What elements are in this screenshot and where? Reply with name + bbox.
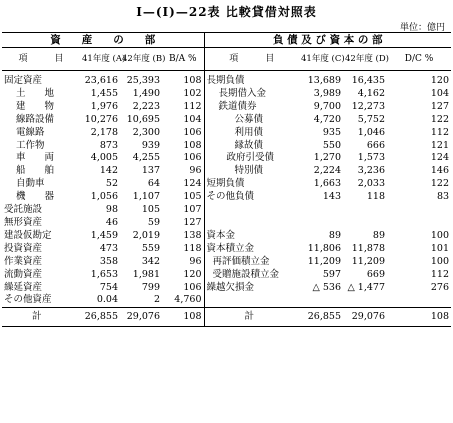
ratio-dc: 100	[430, 255, 450, 267]
value-41-liab: 11,209	[307, 255, 341, 267]
value-41-liab: 89	[328, 229, 341, 241]
asset-item: 土 地	[16, 87, 55, 99]
asset-item: 建 物	[16, 100, 55, 112]
value-41-liab: 1,270	[313, 152, 341, 164]
value-42-liab: 666	[366, 139, 385, 151]
value-42-assets: 105	[141, 204, 160, 216]
value-41-liab: 26,855	[299, 308, 343, 327]
column-header-row	[2, 48, 451, 71]
value-42-liab	[343, 217, 387, 230]
value-42-liab: 1,573	[357, 152, 385, 164]
table-row	[2, 178, 451, 191]
value-41-assets: 1,455	[90, 87, 118, 99]
table-row	[2, 230, 451, 243]
asset-item: 電線路	[16, 126, 45, 138]
table-row	[2, 165, 451, 178]
ratio-ba: 108	[162, 308, 204, 327]
value-42-liab: 12,273	[351, 100, 385, 112]
ratio-dc: 83	[436, 191, 450, 203]
balance-sheet-table	[2, 32, 451, 327]
value-41-liab: 1,663	[313, 178, 341, 190]
value-41-assets: 26,855	[80, 308, 120, 327]
value-42-liab: 89	[372, 229, 385, 241]
value-42-liab	[343, 294, 387, 307]
value-42-liab: 29,076	[343, 308, 387, 327]
ratio-dc: 276	[430, 281, 450, 293]
ratio-dc	[387, 204, 451, 217]
value-42-liab: 3,236	[357, 165, 385, 177]
table-row	[2, 88, 451, 101]
liability-item: 利用債	[234, 126, 264, 138]
value-42-assets: 2,300	[132, 126, 160, 138]
liability-item: 受贈施設積立金	[212, 268, 280, 280]
ratio-dc: 100	[430, 229, 450, 241]
ratio-dc: 101	[430, 242, 450, 254]
ratio-ba: 106	[162, 282, 204, 295]
value-41-liab: 9,700	[313, 100, 341, 112]
value-42-liab: 5,752	[357, 113, 385, 125]
value-42-liab: 669	[366, 268, 385, 280]
ratio-ba: 106	[162, 152, 204, 165]
liability-item: 鉄道債券	[218, 100, 257, 112]
asset-item: 受託施設	[4, 204, 43, 216]
value-41-assets: 52	[105, 178, 118, 190]
table-row	[2, 127, 451, 140]
value-42-liab: 2,033	[357, 178, 385, 190]
liability-item	[204, 204, 299, 217]
liability-item	[204, 217, 299, 230]
col-a-header: 41年度 (A)	[80, 48, 120, 71]
value-41-assets: 873	[99, 139, 118, 151]
ratio-dc: 112	[430, 268, 450, 280]
ratio-ba: 102	[162, 88, 204, 101]
ratio-ba: 127	[162, 217, 204, 230]
value-41-assets: 754	[99, 281, 118, 293]
ratio-ba: 4,760	[162, 294, 204, 307]
unit-label: 単位：億円	[399, 23, 445, 33]
liability-item: 短期負債	[206, 178, 245, 190]
asset-item: 車 両	[16, 152, 55, 164]
value-41-liab: 935	[322, 126, 341, 138]
table-row	[2, 71, 451, 88]
value-42-assets: 10,695	[126, 113, 160, 125]
ratio-ba: 112	[162, 101, 204, 114]
table-row	[2, 294, 451, 307]
ratio-ba: 107	[162, 204, 204, 217]
value-42-liab: 1,046	[357, 126, 385, 138]
value-41-assets: 46	[105, 216, 118, 228]
liability-item: 資本金	[206, 229, 236, 241]
value-42-liab: 11,878	[351, 242, 385, 254]
total-row	[2, 308, 451, 327]
ratio-ba: 124	[162, 178, 204, 191]
value-42-assets: 342	[141, 255, 160, 267]
value-41-liab: 11,806	[307, 242, 341, 254]
ratio-dc	[387, 294, 451, 307]
value-41-assets: 2,178	[90, 126, 118, 138]
asset-item: 船 舶	[16, 165, 55, 177]
liability-item: 縁故債	[234, 139, 264, 151]
liability-item: 計	[204, 308, 299, 327]
assets-section-header: 資 産 の 部	[2, 33, 204, 48]
table-row	[2, 269, 451, 282]
value-41-liab	[299, 294, 343, 307]
value-41-assets: 23,616	[84, 75, 118, 86]
ratio-ba: 120	[162, 269, 204, 282]
table-row	[2, 282, 451, 295]
col-ba-header: B/A %	[162, 48, 204, 71]
value-41-assets: 0.04	[96, 294, 118, 306]
liability-item: 資本積立金	[206, 242, 255, 254]
ratio-dc: 127	[430, 100, 450, 112]
value-42-liab	[343, 204, 387, 217]
section-header-row	[2, 33, 451, 48]
value-41-assets: 1,459	[90, 229, 118, 241]
asset-item: 線路設備	[16, 113, 55, 125]
value-42-assets: 137	[141, 165, 160, 177]
col-b-header: 42年度 (B)	[120, 48, 162, 71]
ratio-dc	[387, 217, 451, 230]
ratio-dc: 108	[387, 308, 451, 327]
asset-item: 作業資産	[4, 255, 43, 267]
value-41-liab: 550	[322, 139, 341, 151]
value-41-liab: △ 536	[312, 281, 341, 293]
table-row	[2, 191, 451, 204]
ratio-dc: 122	[430, 178, 450, 190]
liability-item: 繰越欠損金	[206, 281, 255, 293]
value-42-liab: 16,435	[351, 75, 385, 86]
ratio-ba: 96	[162, 165, 204, 178]
liability-item: 公募債	[234, 113, 264, 125]
table-title: Ⅰ—(Ⅰ)—22表 比較貸借対照表	[136, 5, 317, 19]
asset-item: 機 器	[16, 191, 55, 203]
value-41-assets: 473	[99, 242, 118, 254]
item-header-left: 項 目	[2, 48, 80, 71]
value-41-assets: 10,276	[84, 113, 118, 125]
liability-item: 長期負債	[206, 75, 245, 86]
value-42-assets: 799	[141, 281, 160, 293]
ratio-dc: 120	[430, 75, 450, 86]
table-row	[2, 256, 451, 269]
ratio-ba: 104	[162, 114, 204, 127]
asset-item: 固定資産	[4, 75, 43, 86]
ratio-dc: 104	[430, 87, 450, 99]
ratio-ba: 105	[162, 191, 204, 204]
value-42-liab: 118	[366, 191, 385, 203]
ratio-ba: 138	[162, 230, 204, 243]
table-row	[2, 152, 451, 165]
value-41-liab: 597	[322, 268, 341, 280]
value-42-assets: 29,076	[120, 308, 162, 327]
asset-item: その他資産	[4, 294, 52, 306]
value-42-assets: 4,255	[132, 152, 160, 164]
value-42-assets: 59	[147, 216, 160, 228]
asset-item: 建設仮勘定	[4, 229, 52, 241]
ratio-dc: 112	[430, 126, 450, 138]
ratio-dc: 124	[430, 152, 450, 164]
value-41-liab: 2,224	[313, 165, 341, 177]
liability-item	[204, 294, 299, 307]
asset-item: 流動資産	[4, 268, 43, 280]
value-42-assets: 559	[141, 242, 160, 254]
ratio-ba: 108	[162, 71, 204, 88]
value-42-assets: 64	[147, 178, 160, 190]
value-41-assets: 1,976	[90, 100, 118, 112]
ratio-dc: 122	[430, 113, 450, 125]
value-42-assets: 1,490	[132, 87, 160, 99]
asset-item: 繰延資産	[4, 281, 43, 293]
item-header-right: 項 目	[204, 48, 299, 71]
value-41-liab: 13,689	[307, 75, 341, 86]
value-41-assets: 4,005	[90, 152, 118, 164]
value-41-liab	[299, 204, 343, 217]
liability-item: 再評価積立金	[212, 255, 270, 267]
value-41-assets: 1,056	[90, 191, 118, 203]
ratio-dc: 121	[430, 139, 450, 151]
col-dc-header: D/C %	[387, 48, 451, 71]
value-41-liab	[299, 217, 343, 230]
table-row	[2, 243, 451, 256]
value-42-liab: 4,162	[357, 87, 385, 99]
ratio-ba: 108	[162, 140, 204, 153]
liability-item: 長期借入金	[218, 87, 267, 99]
asset-item: 自動車	[16, 178, 45, 190]
value-41-assets: 358	[99, 255, 118, 267]
liability-item: 特別債	[234, 165, 264, 177]
value-41-liab: 143	[322, 191, 341, 203]
value-41-assets: 98	[105, 204, 118, 216]
liability-item: その他負債	[206, 191, 255, 203]
ratio-ba: 118	[162, 243, 204, 256]
value-42-assets: 939	[141, 139, 160, 151]
table-row	[2, 101, 451, 114]
value-41-liab: 4,720	[313, 113, 341, 125]
liability-item: 政府引受債	[226, 152, 275, 164]
value-42-liab: △ 1,477	[347, 281, 385, 293]
asset-item: 計	[2, 308, 80, 327]
table-row	[2, 140, 451, 153]
asset-item: 工作物	[16, 139, 45, 151]
col-c-header: 41年度 (C)	[299, 48, 343, 71]
col-d-header: 42年度 (D)	[343, 48, 387, 71]
value-42-liab: 11,209	[351, 255, 385, 267]
liabilities-section-header: 負 債 及 び 資 本 の 部	[204, 33, 451, 48]
table-row	[2, 217, 451, 230]
ratio-ba: 96	[162, 256, 204, 269]
asset-item: 無形資産	[4, 216, 43, 228]
value-42-assets: 1,107	[132, 191, 160, 203]
table-row	[2, 204, 451, 217]
value-42-assets: 1,981	[132, 268, 160, 280]
value-41-assets: 142	[99, 165, 118, 177]
value-41-assets: 1,653	[90, 268, 118, 280]
table-row	[2, 114, 451, 127]
asset-item: 投資資産	[4, 242, 43, 254]
ratio-ba: 106	[162, 127, 204, 140]
value-41-liab: 3,989	[313, 87, 341, 99]
value-42-assets: 2	[153, 294, 160, 306]
value-42-assets: 2,019	[132, 229, 160, 241]
value-42-assets: 25,393	[126, 75, 160, 86]
value-42-assets: 2,223	[132, 100, 160, 112]
ratio-dc: 146	[430, 165, 450, 177]
